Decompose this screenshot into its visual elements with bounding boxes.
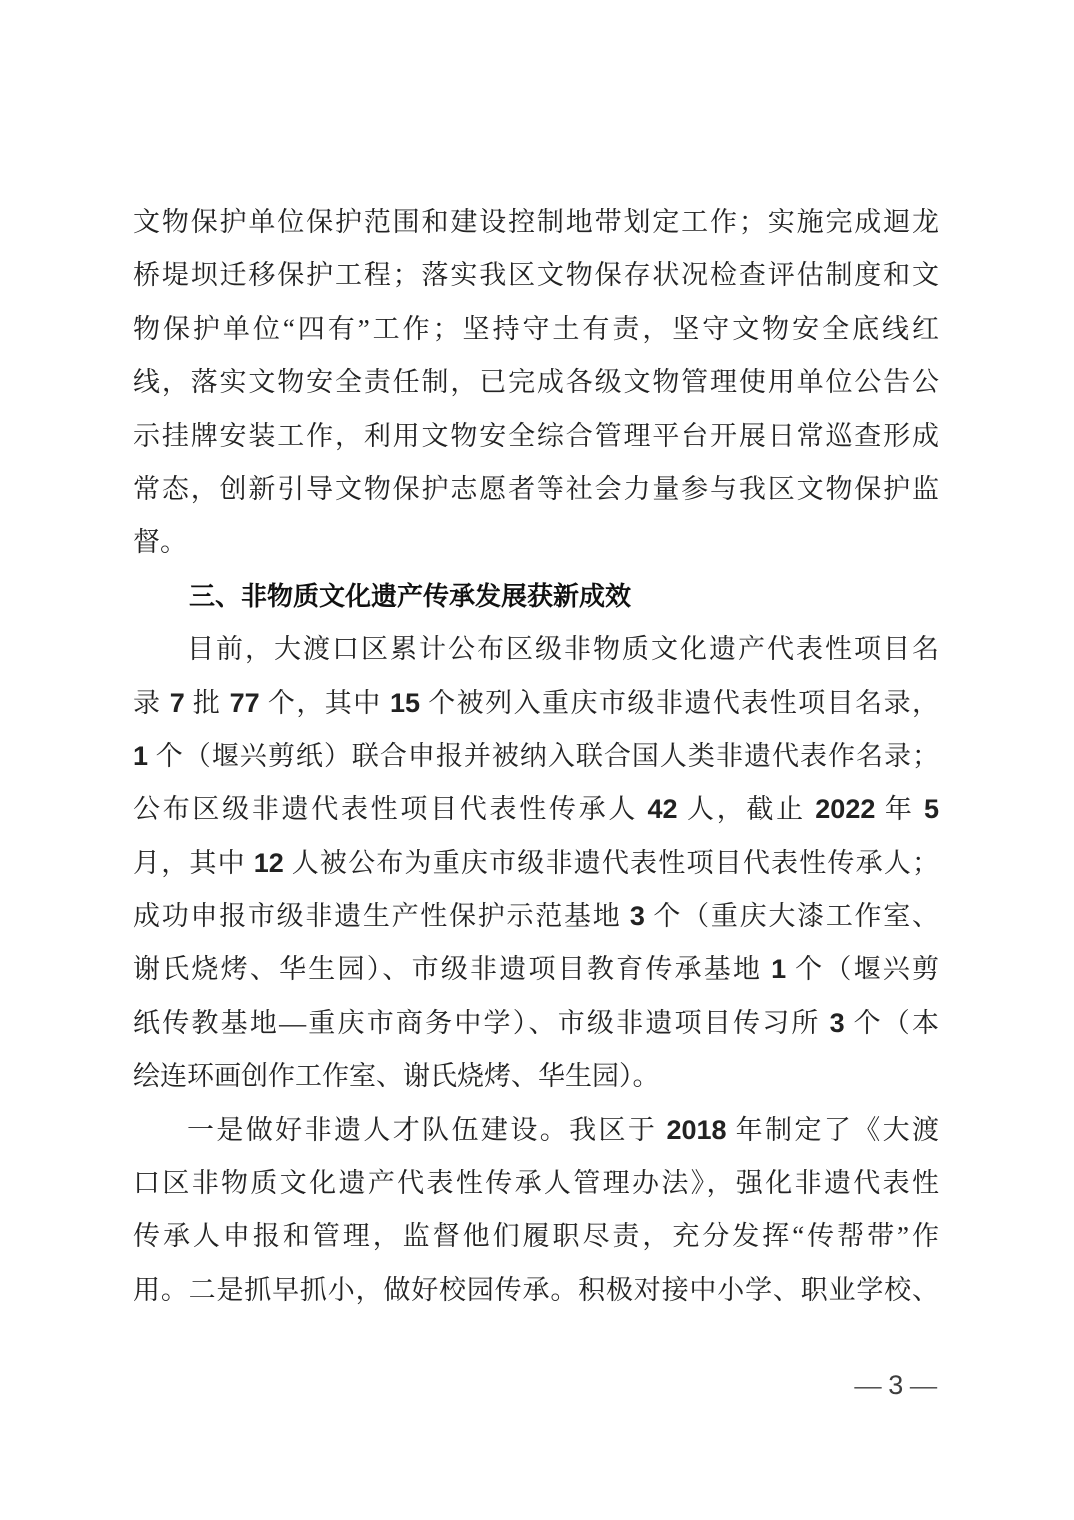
text-line: 成功申报市级非遗生产性保护示范基地 3 个（重庆大漆工作室、 [133, 901, 940, 932]
text-line: 口区非物质文化遗产代表性传承人管理办法》，强化非遗代表性 [133, 1168, 939, 1199]
section-heading: 三、非物质文化遗产传承发展获新成效 [189, 580, 632, 611]
numeral: 15 [389, 687, 420, 718]
numeral: 3 [829, 1007, 845, 1038]
text-line: 公布区级非遗代表性项目代表性传承人 42 人，截止 2022 年 5 [133, 794, 940, 825]
text-line: 督。 [133, 527, 187, 558]
numeral: 3 [888, 1370, 904, 1400]
numeral: 3 [629, 901, 645, 932]
text-line: 纸传教基地—重庆市商务中学）、市级非遗项目传习所 3 个（本 [133, 1007, 939, 1038]
numeral: 1 [771, 954, 787, 985]
document-body [133, 196, 939, 1317]
numeral: 7 [169, 687, 185, 718]
text-line: 谢氏烧烤、华生园）、市级非遗项目教育传承基地 1 个（堰兴剪 [133, 954, 940, 985]
numeral: 2018 [666, 1114, 727, 1145]
text-line: 1 个（堰兴剪纸）联合申报并被纳入联合国人类非遗代表作名录； [133, 740, 939, 771]
text-line: 物保护单位“四有”工作；坚持守土有责，坚守文物安全底线红 [133, 313, 939, 344]
text-line: 线，落实文物安全责任制，已完成各级文物管理使用单位公告公 [133, 367, 939, 398]
text-line: 录 7 批 77 个，其中 15 个被列入重庆市级非遗代表性项目名录， [133, 687, 940, 718]
text-line: 绘连环画创作工作室、谢氏烧烤、华生园）。 [133, 1061, 660, 1092]
text-line: 一是做好非遗人才队伍建设。我区于 2018 年制定了《大渡 [187, 1114, 940, 1145]
numeral: 2022 [815, 794, 876, 825]
text-line: 用。二是抓早抓小，做好校园传承。积极对接中小学、职业学校、 [133, 1274, 939, 1305]
numeral: 42 [647, 794, 678, 825]
text-line: 传承人申报和管理，监督他们履职尽责，充分发挥“传帮带”作 [133, 1221, 939, 1252]
text-line: 常态，创新引导文物保护志愿者等社会力量参与我区文物保护监 [133, 473, 939, 504]
text-line: 月，其中 12 人被公布为重庆市级非遗代表性项目代表性传承人； [133, 847, 940, 878]
text-line: 目前，大渡口区累计公布区级非物质文化遗产代表性项目名 [187, 634, 939, 665]
text-line: 示挂牌安装工作，利用文物安全综合管理平台开展日常巡查形成 [133, 420, 939, 451]
numeral: 5 [923, 794, 940, 825]
page-number: — 3 — [854, 1370, 937, 1400]
numeral: 1 [133, 740, 149, 771]
text-line: 桥堤坝迁移保护工程；落实我区文物保存状况检查评估制度和文 [133, 260, 939, 291]
text-line: 文物保护单位保护范围和建设控制地带划定工作；实施完成迴龙 [133, 207, 939, 237]
numeral: 77 [229, 687, 260, 718]
numeral: 12 [253, 847, 284, 878]
